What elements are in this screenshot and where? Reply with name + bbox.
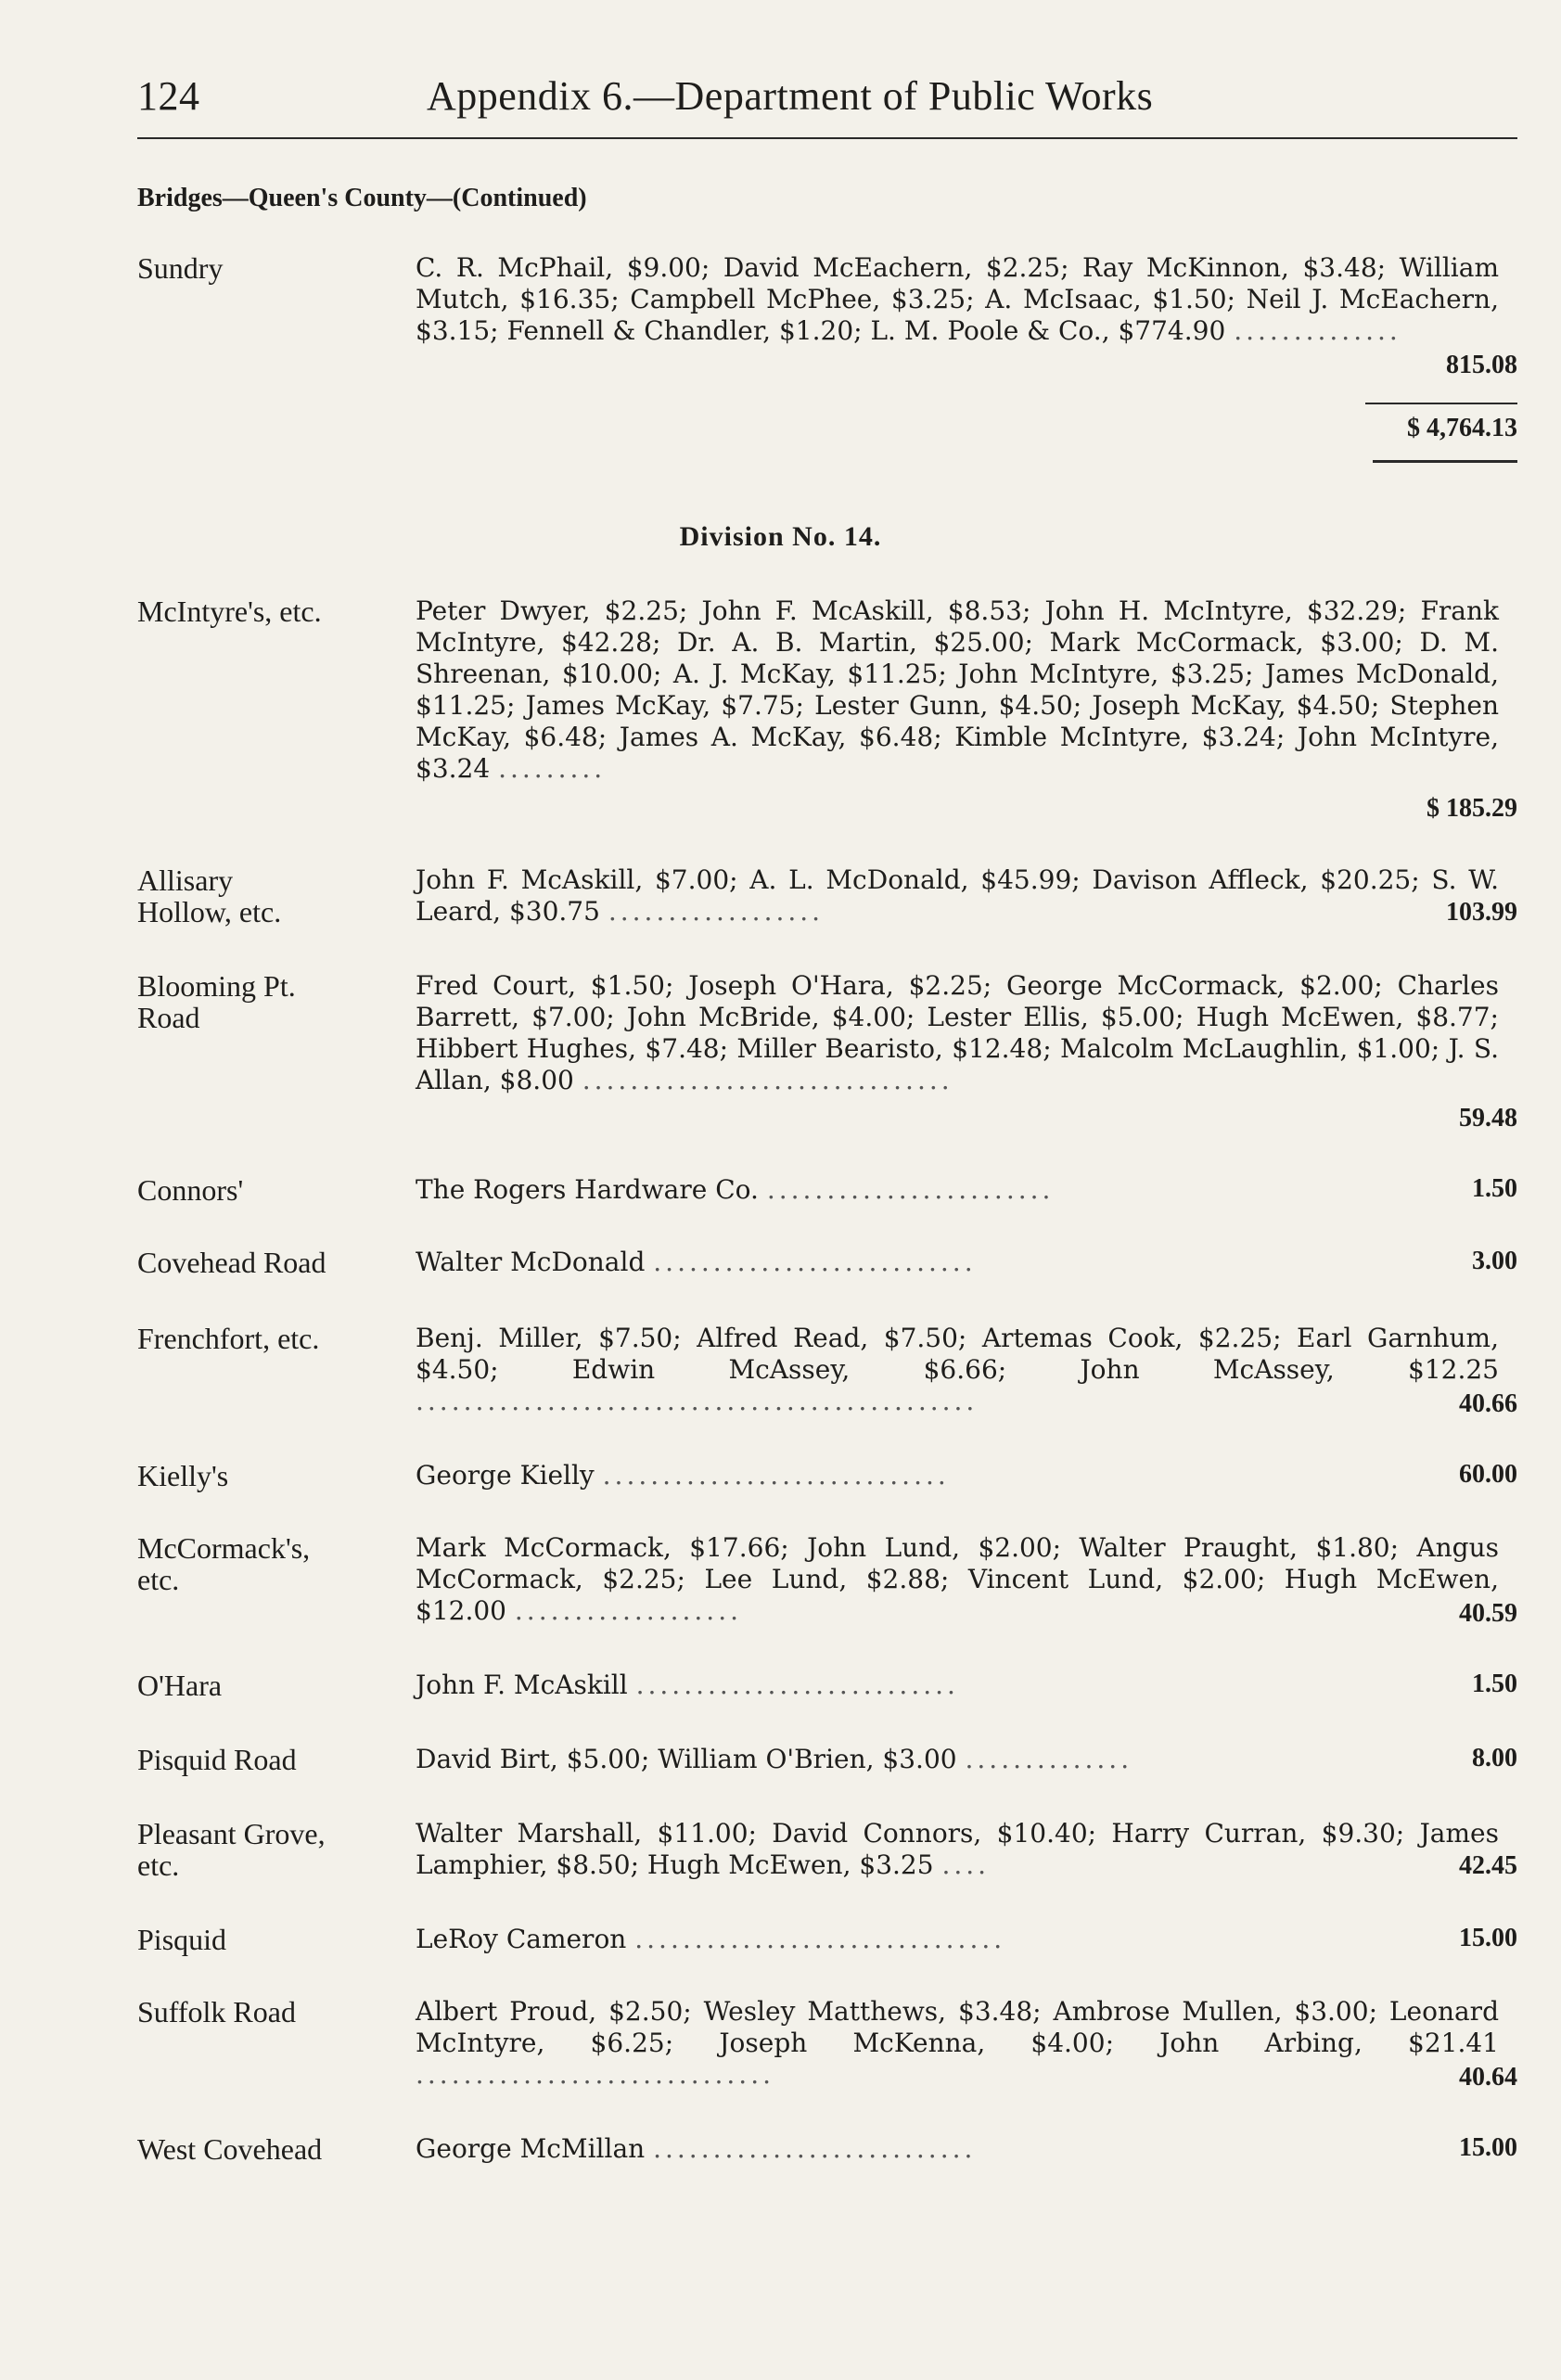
ledger-entry	[137, 595, 1517, 827]
entry-label: Allisary Hollow, etc.	[137, 864, 282, 928]
entry-label: Blooming Pt. Road	[137, 969, 296, 1034]
entry-label: Pleasant Grove, etc.	[137, 1817, 326, 1882]
ledger-entry	[137, 1323, 1517, 1425]
entry-label: Frenchfort, etc.	[137, 1322, 320, 1355]
entry-label: Pisquid Road	[137, 1743, 297, 1776]
entry-payees: Benj. Miller, $7.50; Alfred Read, $7.50; Artemas Cook, $2.25; Earl Garnhum, $4.50; Edwin McAssey, $6.66; John McAssey, $12.25 ...............................................	[416, 1323, 1499, 1416]
entry-amount: 40.66	[1459, 1389, 1517, 1418]
entry-payees: Mark McCormack, $17.66; John Lund, $2.00; Walter Praught, $1.80; Angus McCormack, $2.25; Lee Lund, $2.88; Vincent Lund, $2.00; Hugh McEwen, $12.00 ...................	[416, 1532, 1499, 1626]
entry-payees: David Birt, $5.00; William O'Brien, $3.00 ..............	[416, 1744, 1133, 1774]
ledger-entry-sundry	[137, 252, 1517, 391]
entry-payees: The Rogers Hardware Co. ........................	[416, 1174, 1055, 1205]
entry-label: McIntyre's, etc.	[137, 595, 322, 628]
entry-amount: 8.00	[1472, 1744, 1517, 1772]
entry-amount: 42.45	[1459, 1851, 1517, 1880]
entry-payees: LeRoy Cameron ...............................	[416, 1924, 1006, 1954]
entry-amount: 60.00	[1459, 1460, 1517, 1489]
entry-label: Covehead Road	[137, 1246, 326, 1279]
entry-payees: George McMillan ...........................	[416, 2133, 977, 2164]
entry-payees: George Kielly .............................	[416, 1460, 950, 1491]
entry-amount: 815.08	[1446, 351, 1517, 379]
ledger-entry	[137, 1247, 1517, 1284]
entry-payees: Walter McDonald ...........................	[416, 1247, 977, 1277]
entry-payees: Albert Proud, $2.50; Wesley Matthews, $3.48; Ambrose Mullen, $3.00; Leonard McIntyre, $6.25; Joseph McKenna, $4.00; John Arbing, $21.41 ..............................	[416, 1996, 1499, 2090]
ledger-entry	[137, 2133, 1517, 2170]
entry-label: Connors'	[137, 1173, 244, 1207]
entry-amount: 15.00	[1459, 1924, 1517, 1952]
entry-amount: 1.50	[1472, 1670, 1517, 1698]
entry-payees: Fred Court, $1.50; Joseph O'Hara, $2.25; George McCormack, $2.00; Charles Barrett, $7.00; John McBride, $4.00; Lester Ellis, $5.00; Hugh McEwen, $8.77; Hibbert Hughes, $7.48; Miller Bearisto, $12.48; Malcolm McLaughlin, $1.00; J. S. Allan, $8.00 ...............................	[416, 970, 1499, 1095]
ledger-entry	[137, 1174, 1517, 1211]
header-rule	[137, 137, 1517, 139]
section-heading: Bridges—Queen's County—(Continued)	[137, 184, 587, 212]
entry-amount: 1.50	[1472, 1174, 1517, 1203]
page-title: Appendix 6.—Department of Public Works	[427, 73, 1154, 119]
total-rule-top	[1365, 403, 1517, 404]
ledger-entry	[137, 1818, 1517, 1892]
ledger-entry	[137, 1996, 1517, 2098]
entry-label: Sundry	[137, 251, 224, 285]
entry-payees: Walter Marshall, $11.00; David Connors, $10.40; Harry Curran, $9.30; James Lamphier, $8.50; Hugh McEwen, $3.25 ....	[416, 1818, 1499, 1880]
entry-payees: C. R. McPhail, $9.00; David McEachern, $2.25; Ray McKinnon, $3.48; William Mutch, $16.35; Campbell McPhee, $3.25; A. McIsaac, $1.50; Neil J. McEachern, $3.15; Fennell & Chandler, $1.20; L. M. Poole & Co., $774.90 ..............	[416, 252, 1499, 346]
entry-label: West Covehead	[137, 2132, 323, 2166]
entry-amount: 15.00	[1459, 2133, 1517, 2162]
entry-amount: 3.00	[1472, 1247, 1517, 1275]
ledger-entry	[137, 1460, 1517, 1497]
entry-payees: Peter Dwyer, $2.25; John F. McAskill, $8.53; John H. McIntyre, $32.29; Frank McIntyre, $42.28; Dr. A. B. Martin, $25.00; Mark McCormack, $3.00; D. M. Shreenan, $10.00; A. J. McKay, $11.25; John McIntyre, $3.25; James McDonald, $11.25; James McKay, $7.75; Lester Gunn, $4.50; Joseph McKay, $4.50; Stephen McKay, $6.48; James A. McKay, $6.48; Kimble McIntyre, $3.24; John McIntyre, $3.24 .........	[416, 595, 1499, 784]
entry-label: Pisquid	[137, 1923, 227, 1956]
total-rule-bottom	[1373, 460, 1517, 463]
ledger-entry	[137, 1670, 1517, 1707]
page-number: 124	[137, 73, 200, 119]
entry-label: Kielly's	[137, 1459, 229, 1492]
entry-amount: 40.59	[1459, 1599, 1517, 1628]
ledger-entry	[137, 1532, 1517, 1634]
entry-payees: John F. McAskill ...........................	[416, 1670, 959, 1700]
ledger-entry	[137, 1924, 1517, 1961]
entry-label: O'Hara	[137, 1669, 223, 1702]
entry-payees: John F. McAskill, $7.00; A. L. McDonald, $45.99; Davison Affleck, $20.25; S. W. Leard, $30.75 ..................	[416, 864, 1499, 927]
entry-amount: $ 185.29	[1427, 794, 1517, 823]
entry-amount: 103.99	[1446, 898, 1517, 927]
entry-amount: 59.48	[1459, 1104, 1517, 1132]
section-total: $ 4,764.13	[1407, 414, 1517, 442]
division-heading: Division No. 14.	[679, 521, 882, 552]
ledger-entry	[137, 864, 1517, 939]
entry-label: McCormack's, etc.	[137, 1531, 311, 1596]
entry-amount: 40.64	[1459, 2063, 1517, 2092]
ledger-entry	[137, 970, 1517, 1137]
running-header	[137, 72, 1529, 128]
entry-label: Suffolk Road	[137, 1995, 296, 2028]
ledger-entry	[137, 1744, 1517, 1781]
